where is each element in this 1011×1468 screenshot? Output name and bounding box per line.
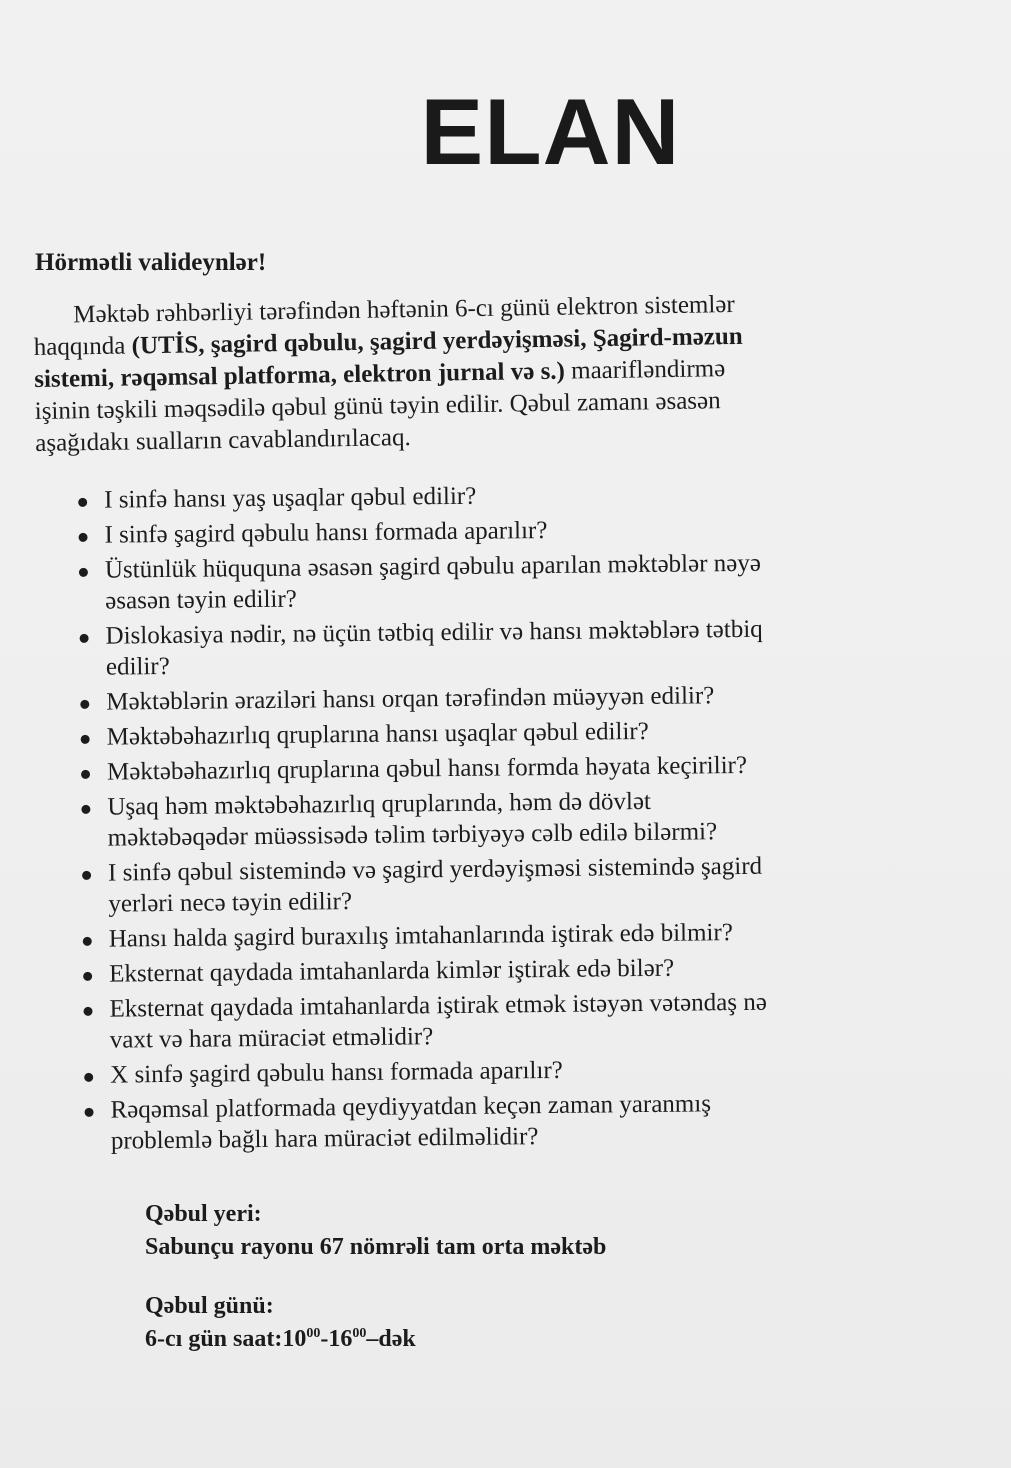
question-line: Eksternat qaydada imtahanlarda kimlər iştirak edə bilər? <box>108 954 675 988</box>
question-line: Uşaq həm məktəbəhazırlıq qruplarında, həm də dövlət <box>107 787 652 821</box>
question-item <box>76 1086 907 1157</box>
reception-place-label: Qəbul yeri: <box>145 1201 262 1227</box>
question-line: Məktəblərin əraziləri hansı orqan tərəfindən müəyyən edilir? <box>106 682 715 716</box>
question-item <box>72 678 902 718</box>
question-line: Məktəbəhazırlıq qruplarına qəbul hansı formda həyata keçirilir? <box>106 751 748 786</box>
question-line: I sinfə hansı yaş uşaqlar qəbul edilir? <box>104 482 477 514</box>
question-line: X sinfə şagird qəbulu hansı formada aparılır? <box>110 1056 563 1089</box>
question-item <box>75 915 905 955</box>
start-minutes: 00 <box>306 1326 321 1341</box>
question-item <box>73 783 904 854</box>
question-item <box>70 511 900 551</box>
question-line: əsasən təyin edilir? <box>105 585 297 615</box>
intro-text: haqqında <box>33 332 132 361</box>
question-line: edilir? <box>105 652 170 681</box>
question-line: problemlə bağlı hara müraciət edilməlidir? <box>110 1123 539 1155</box>
question-line: I sinfə qəbul sistemində və şagird yerdəyişməsi sistemində şagird <box>107 852 763 887</box>
reception-time-prefix: 6-cı gün saat: <box>145 1326 283 1352</box>
question-line: Rəqəmsal platformada qeydiyyatdan keçən zaman yaranmış <box>110 1090 712 1124</box>
question-line: Məktəbəhazırlıq qruplarına hansı uşaqlar qəbul edilir? <box>106 717 649 751</box>
greeting: Hörmətli valideynlər! <box>35 249 267 276</box>
intro-line: aşağıdakı sualların cavablandırılacaq. <box>35 424 411 457</box>
reception-place <box>145 1198 606 1264</box>
intro-line: işinin təşkili məqsədilə qəbul günü təyin edilir. Qəbul zamanı əsasən <box>34 387 721 425</box>
question-item <box>71 612 902 683</box>
question-line: Eksternat qaydada imtahanlarda iştirak etmək istəyən vətəndaş nə <box>109 988 767 1023</box>
reception-time-suffix: –dək <box>366 1326 416 1352</box>
intro-text: maarifləndirmə <box>564 355 726 385</box>
question-item <box>71 546 902 617</box>
reception-day-label: Qəbul günü: <box>145 1293 274 1319</box>
reception-day <box>145 1290 416 1356</box>
notice-title: ELAN <box>420 79 681 184</box>
question-item <box>74 849 905 920</box>
end-hour: 16 <box>328 1326 353 1352</box>
time-separator: - <box>320 1326 329 1352</box>
reception-time <box>145 1323 416 1356</box>
question-list <box>70 476 907 1161</box>
question-item <box>73 748 903 788</box>
intro-bold-text: sistemi, rəqəmsal platforma, elektron jurnal və s.) <box>34 357 566 393</box>
question-line: vaxt və hara müraciət etməlidir? <box>109 1023 434 1054</box>
end-minutes: 00 <box>352 1326 367 1341</box>
question-line: yerləri necə təyin edilir? <box>108 888 353 918</box>
question-line: Üstünlük hüququna əsasən şagird qəbulu aparılan məktəblər nəyə <box>104 549 762 584</box>
question-item <box>76 1051 906 1091</box>
intro-line: Məktəb rəhbərliyi tərəfindən həftənin 6-cı günü elektron sistemlər <box>73 290 735 329</box>
question-line: Dislokasiya nədir, nə üçün tətbiq edilir və hansı məktəblərə tətbiq <box>105 615 763 650</box>
intro-bold-text: (UTİS, şagird qəbulu, şagird yerdəyişməsi, Şagird-məzun <box>131 322 743 360</box>
question-line: Hansı halda şagird buraxılış imtahanlarında iştirak edə bilmir? <box>108 919 733 953</box>
intro-paragraph <box>33 286 895 459</box>
reception-place-value: Sabunçu rayonu 67 nömrəli tam orta məktəb <box>145 1234 607 1260</box>
question-item <box>75 985 906 1056</box>
question-item <box>72 713 902 753</box>
question-item <box>70 476 900 516</box>
start-hour: 10 <box>282 1326 307 1352</box>
question-line: məktəbəqədər müəssisədə təlim tərbiyəyə cəlb edilə bilərmi? <box>107 818 718 852</box>
question-item <box>75 950 905 990</box>
question-line: I sinfə şagird qəbulu hansı formada aparılır? <box>104 517 548 549</box>
